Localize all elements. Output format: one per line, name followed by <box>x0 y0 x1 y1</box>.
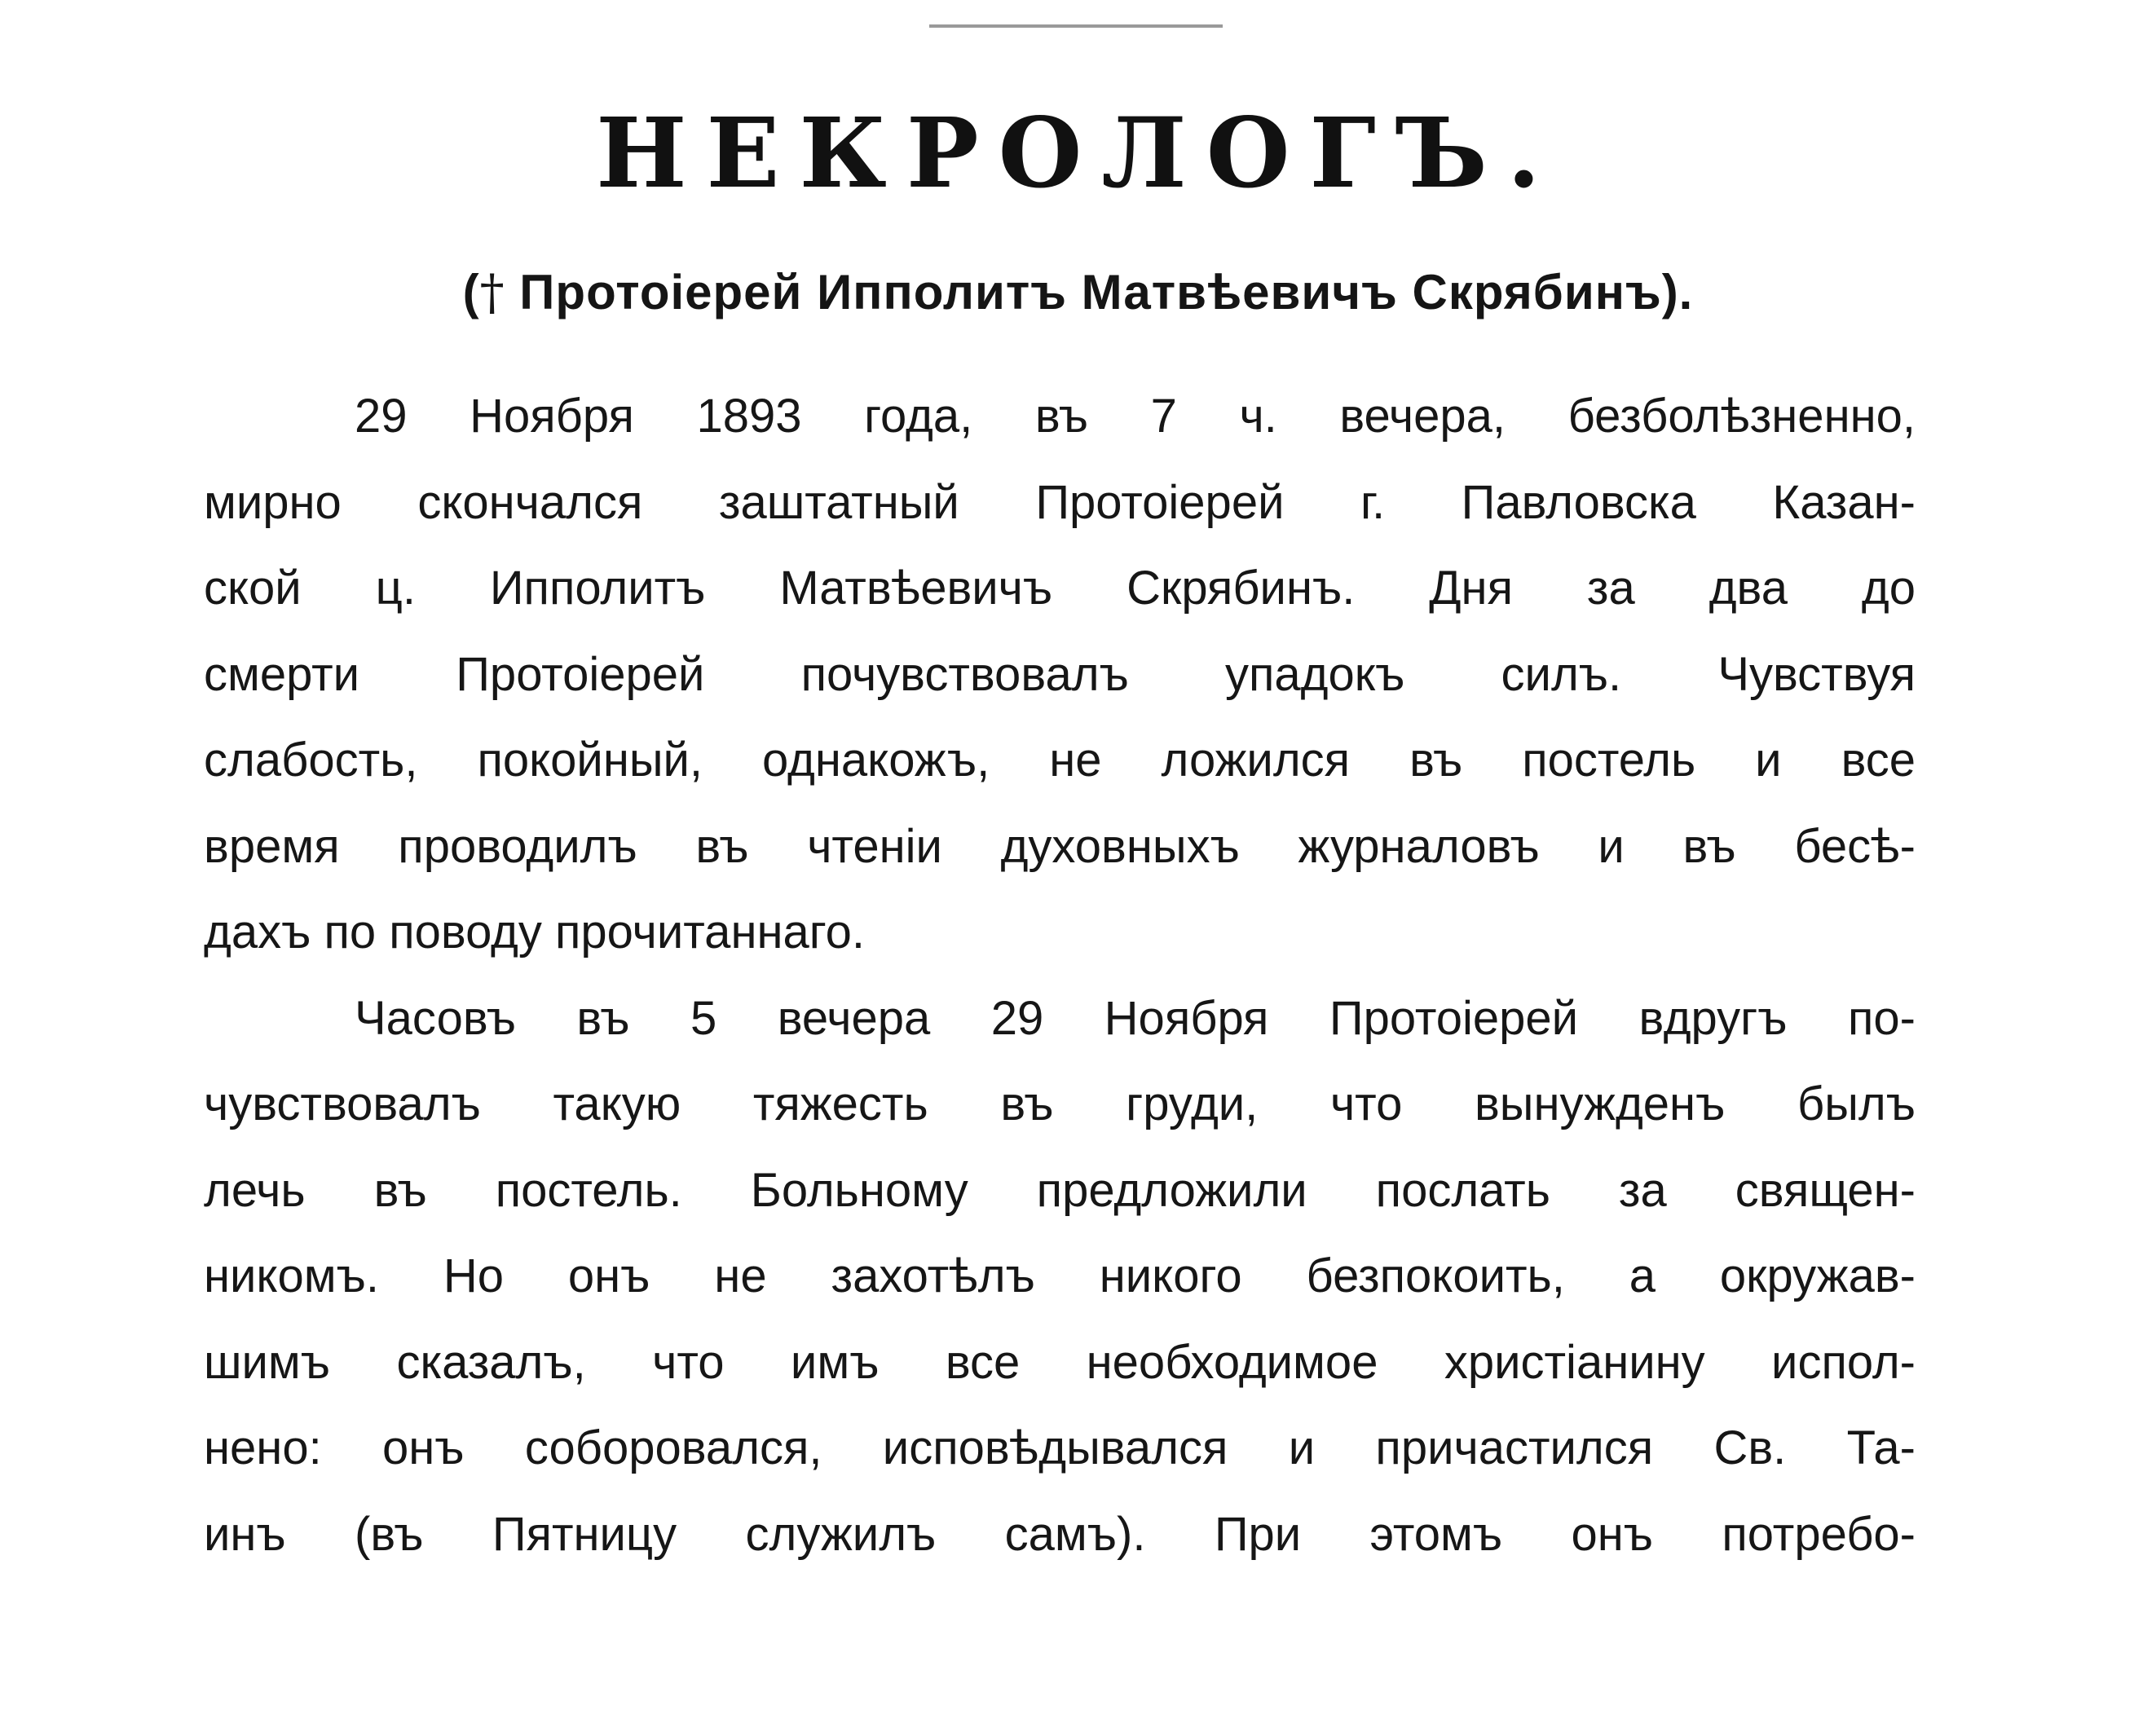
text-line: мирно скончался заштатный Протоіерей г. Павловска Казан- <box>204 475 1916 529</box>
body-text <box>204 373 1916 1577</box>
page-title: НЕКРОЛОГЪ. <box>596 96 1560 209</box>
text-line: слабость, покойный, однакожъ, не ложился въ постель и все <box>204 734 1916 787</box>
text-line: смерти Протоіерей почувствовалъ упадокъ силъ. Чувствуя <box>204 647 1916 701</box>
text-line: лечь въ постель. Больному предложили послать за священ- <box>204 1163 1916 1217</box>
text-line: шимъ сказалъ, что имъ все необходимое христіанину испол- <box>204 1335 1916 1389</box>
text-line: инъ (въ Пятницу служилъ самъ). При этомъ онъ потребо- <box>204 1507 1916 1561</box>
text-line: время проводилъ въ чтеніи духовныхъ журналовъ и въ бесѣ- <box>204 819 1916 873</box>
text-line: нено: онъ соборовался, исповѣдывался и причастился Св. Та- <box>204 1421 1916 1474</box>
text-line: ской ц. Ипполитъ Матвѣевичъ Скрябинъ. Дня за два до <box>204 562 1916 615</box>
text-line: 29 Ноября 1893 года, въ 7 ч. вечера, безболѣзненно, <box>355 390 1916 443</box>
subtitle <box>0 259 2156 326</box>
subtitle-name: Протоіерей Ипполитъ Матвѣевичъ Скрябинъ). <box>505 265 1694 319</box>
text-line: никомъ. Но онъ не захотѣлъ никого безпокоить, а окружав- <box>204 1249 1916 1302</box>
text-line: дахъ по поводу прочитаннаго. <box>204 906 866 958</box>
top-rule-divider <box>929 24 1223 28</box>
text-line: чувствовалъ такую тяжесть въ груди, что вынужденъ былъ <box>204 1077 1916 1130</box>
cross-icon: † <box>479 264 505 321</box>
subtitle-open-paren: ( <box>462 265 480 319</box>
text-line: Часовъ въ 5 вечера 29 Ноября Протоіерей вдругъ по- <box>355 991 1916 1045</box>
